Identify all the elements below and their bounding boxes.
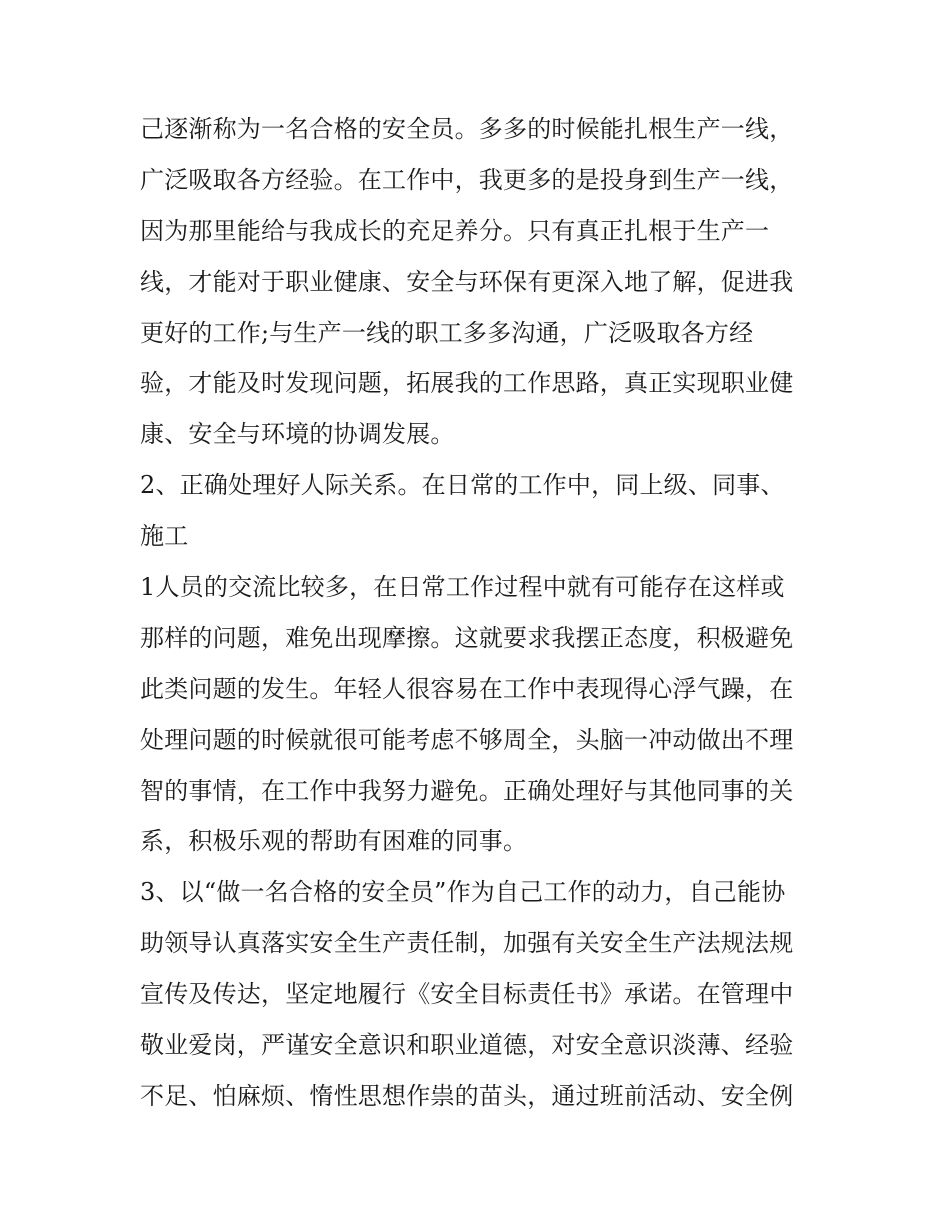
text-line: 施工 xyxy=(140,522,189,551)
text-line: 不足、怕麻烦、惰性思想作祟的苗头，通过班前活动、安全例 xyxy=(140,1081,794,1110)
text-line: 己逐渐称为一名合格的安全员。多多的时候能扎根生产一线， xyxy=(140,115,794,143)
text-line: 宣传及传达，坚定地履行《安全目标责任书》承诺。在管理中 xyxy=(140,980,794,1009)
text-line: 因为那里能给与我成长的充足养分。只有真正扎根于生产一 xyxy=(140,216,770,245)
text-line: 康、安全与环境的协调发展。 xyxy=(140,420,455,449)
text-line: 处理问题的时候就很可能考虑不够周全，头脑一冲动做出不理 xyxy=(140,725,794,754)
text-line: 线，才能对于职业健康、安全与环保有更深入地了解，促进我 xyxy=(140,267,794,296)
text-line: 验，才能及时发现问题，拓展我的工作思路，真正实现职业健 xyxy=(140,369,794,398)
text-line: 敬业爱岗，严谨安全意识和职业道德，对安全意识淡薄、经验 xyxy=(140,1031,794,1060)
text-line: 智的事情，在工作中我努力避免。正确处理好与其他同事的关 xyxy=(140,776,794,805)
text-line: 此类问题的发生。年轻人很容易在工作中表现得心浮气躁，在 xyxy=(140,674,794,703)
text-line: 那样的问题，难免出现摩擦。这就要求我摆正态度，积极避免 xyxy=(140,623,794,652)
text-line: 1人员的交流比较多，在日常工作过程中就有可能存在这样或 xyxy=(140,573,785,602)
text-line: 2、正确处理好人际关系。在日常的工作中，同上级、同事、 xyxy=(140,471,785,500)
body-text xyxy=(140,104,820,1122)
text-line: 3、以“做一名合格的安全员”作为自己工作的动力，自己能协 xyxy=(140,878,786,907)
text-line: 助领导认真落实安全生产责任制，加强有关安全生产法规法规 xyxy=(140,929,794,958)
text-line: 更好的工作;与生产一线的职工多多沟通，广泛吸取各方经 xyxy=(140,318,754,347)
text-line: 广泛吸取各方经验。在工作中，我更多的是投身到生产一线， xyxy=(140,165,794,194)
text-line: 系，积极乐观的帮助有困难的同事。 xyxy=(140,827,528,856)
